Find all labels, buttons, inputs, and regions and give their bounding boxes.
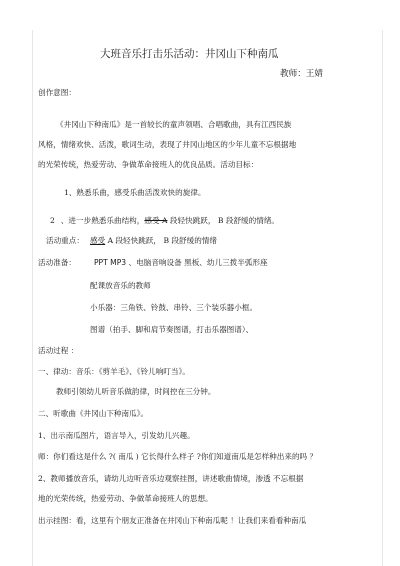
key-point <box>46 236 217 246</box>
intent-paragraph-line-1: 《井冈山下种南瓜》是一首较长的童声领唱、合唱歌曲，具有江西民族 <box>56 120 292 129</box>
intent-paragraph-line-2: 风格，情绪欢快、活泼，歌词生动，表现了井冈山地区的少年儿童不忘根据地 <box>38 140 297 149</box>
goal-2-number: 2 <box>50 216 55 225</box>
step-1-detail: 教师引领幼儿听音乐做韵律，时间控在三分钟。 <box>56 387 216 396</box>
key-point-label: 活动重点： <box>46 236 84 245</box>
step-2-1: 1、出示南瓜图片，语言导入，引发幼儿兴趣。 <box>38 431 195 440</box>
goal-2-text-a: 、进一步熟悉乐曲结构， <box>60 216 145 225</box>
step-2-question: 师：你们看这是什么 ?( 南瓜 ) 它长得什么样子 ?你们知道南瓜是怎样种出来的吗 ？ <box>38 452 318 461</box>
design-intent-heading: 创作意图： <box>38 88 76 97</box>
preparation-charts: 图谱（拍手、脚和肩节奏图谱，打击乐器图谱）、 <box>90 325 254 334</box>
intent-paragraph-line-3: 的光荣传统，热爱劳动、争做革命接班人的优良品质。活动目标： <box>38 160 259 169</box>
preparation <box>38 258 268 268</box>
activity-process-heading: 活动过程 ： <box>38 346 79 355</box>
teacher-name: 教师：王婧 <box>280 69 323 79</box>
goal-2-struck-text: 感受 A <box>144 216 168 225</box>
preparation-teacher: 配课放音乐的教师 <box>90 281 151 290</box>
goal-2-text-b: 段轻快跳跃， B 段舒缓的情绪。 <box>167 216 280 225</box>
step-2-heading: 二、听歌曲《井冈山下种南瓜》。 <box>38 409 149 418</box>
preparation-instruments: 小乐器：三角铁、铃鼓、串铃、三个装乐器小框。 <box>90 303 258 312</box>
goal-2 <box>50 216 279 226</box>
step-1-rhythm: 一、律动：音乐：《剪羊毛》、《铃儿响叮当》。 <box>38 367 190 376</box>
page-frame-right-line <box>382 30 383 566</box>
document-title: 大班音乐打击乐活动：井冈山下种南瓜 <box>100 48 279 60</box>
preparation-items: PPT MP3 、电脑音响设备 黑板、幼儿三拨半弧形座 <box>93 258 268 267</box>
step-2-2: 2、教师播放音乐，请幼儿边听音乐边观察挂图，讲述歌曲情境，渗透 不忘根据 <box>38 474 304 483</box>
step-2-2-continued: 地的光荣传统，热爱劳动、争做革命接班人的思想。 <box>38 494 213 503</box>
key-point-text: A 段轻快跳跃， B 段舒缓的情绪 <box>105 236 217 245</box>
preparation-label: 活动准备： <box>38 258 76 267</box>
goal-1: 1、熟悉乐曲，感受乐曲活泼欢快的旋律。 <box>64 188 206 197</box>
key-point-underlined: 感受 <box>89 236 106 245</box>
page-frame-left-line <box>32 30 33 566</box>
step-2-3: 出示挂图：看，这里有个朋友正准备在井冈山下种南瓜呢 ！让我们来看看种南瓜 <box>38 516 307 525</box>
